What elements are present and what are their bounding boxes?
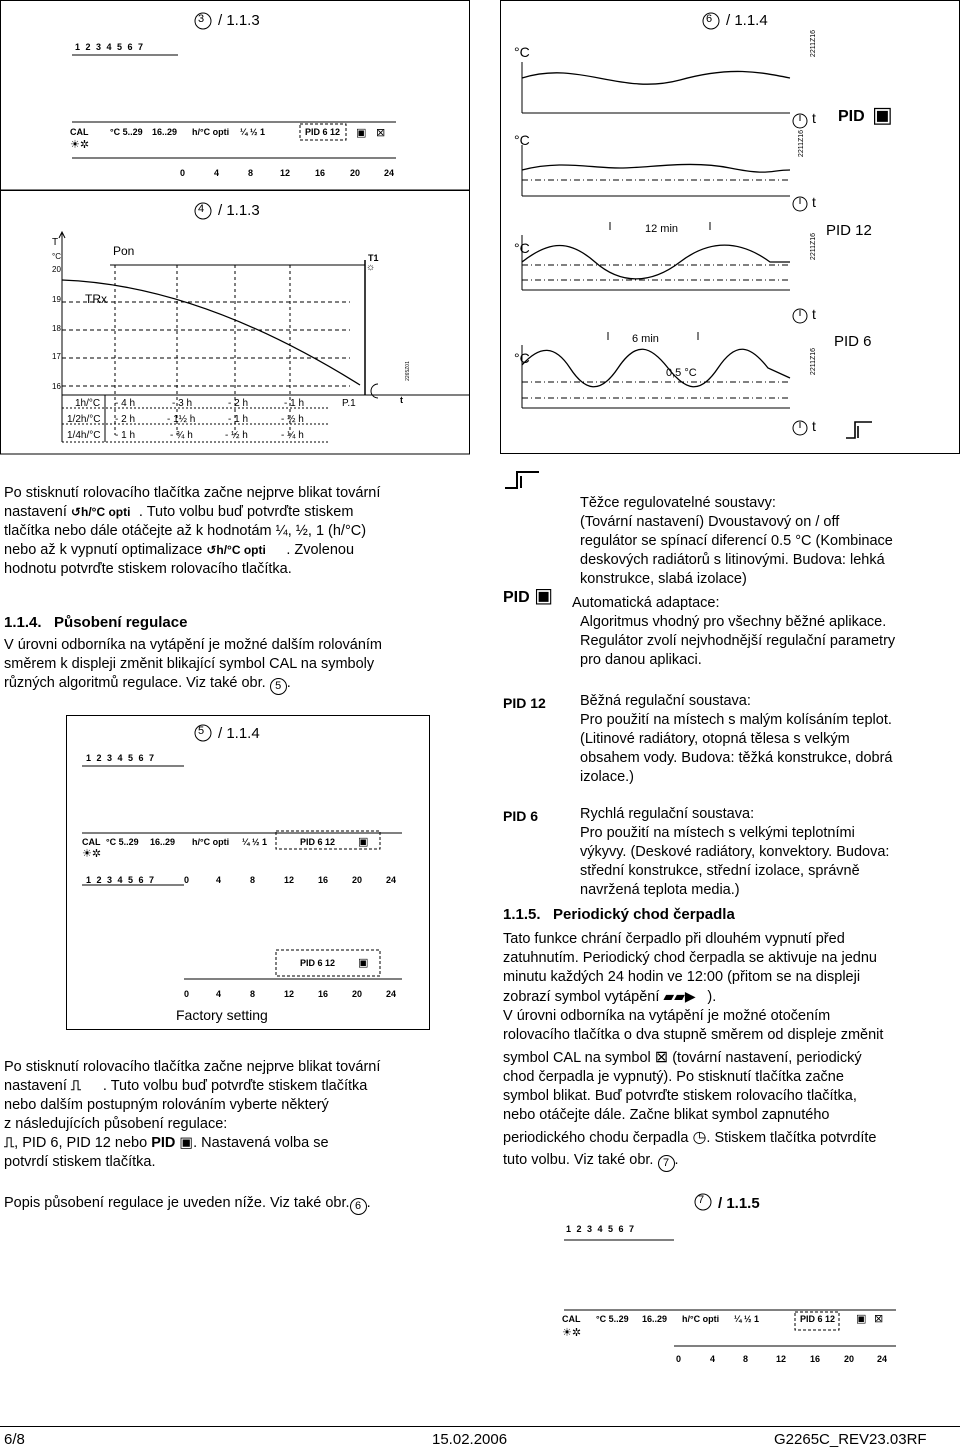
text-line-with-icon (503, 1048, 958, 1068)
figure-6-ref: / 1.1.4 (726, 12, 768, 29)
table-cell: - 1 h (284, 398, 305, 409)
period-6-label: 6 min (632, 333, 659, 345)
figure-3 (0, 0, 470, 190)
figure-7-number: 7 (698, 1194, 705, 1206)
text-line-with-ref: různých algoritmů regulace. Viz také obr. 5 . (4, 674, 444, 695)
panel-unit-label: °C (514, 132, 530, 148)
trx-label: TRx (85, 292, 107, 306)
text-line-with-icon (4, 541, 444, 560)
text-line-with-icon (4, 503, 444, 522)
text-line: V úrovni odborníka na vytápění je možné dalším rolováním (4, 637, 383, 653)
definition-pid-auto (572, 594, 952, 670)
panel-unit-label: °C (514, 44, 530, 60)
figure-6-code: 2211Z16 (810, 232, 818, 261)
table-cell: - ½ h (225, 430, 248, 441)
temp-tick: 18 (52, 324, 61, 333)
text-line-with-ref: Popis působení regulace je uveden níže. Viz také obr. 6 . (4, 1194, 444, 1215)
table-cell: - 1 h (115, 430, 136, 441)
text-line-with-icon (4, 1134, 444, 1153)
figure-5-pid: PID 6 12 (300, 837, 336, 847)
text-fragment: nastavení (4, 504, 67, 520)
text-line: výkyvy. (Deskové radiátory, konvektory. Budova: (580, 844, 890, 860)
figure-6 (500, 0, 960, 454)
panel-unit-label: °C (514, 350, 530, 366)
scale-tick: 4 (216, 989, 222, 999)
pid-word: PID (151, 1135, 176, 1151)
figure-ref: 6 (350, 1198, 367, 1215)
table-row (0, 398, 340, 412)
scale-tick: 12 (280, 168, 291, 178)
panel-unit-label: °C (514, 240, 530, 256)
figure-5-fractions: ¼ ½ 1 (242, 837, 268, 847)
temp-tick: 20 (52, 265, 61, 274)
table-cell: - 4 h (115, 398, 136, 409)
figure-6-code: 2211Z16 (798, 129, 806, 158)
text-line: Rychlá regulační soustava: (580, 806, 755, 822)
figure-5-sun-gear-icon: ☀✲ (82, 848, 102, 860)
figure-3-number: 3 (198, 13, 205, 25)
paragraph-see-figure-6 (4, 1194, 444, 1215)
definition-onoff (580, 494, 950, 589)
text-line-with-ref: tuto volbu. Viz také obr. 7 . (503, 1151, 958, 1172)
scale-tick: 24 (386, 875, 397, 885)
text-line: Těžce regulovatelné soustavy: (580, 495, 776, 511)
text-fragment: . Stiskem tlačítka potvrdíte (706, 1130, 877, 1146)
text-line: potvrdí stiskem tlačítka. (4, 1154, 156, 1170)
optimization-table (0, 396, 340, 444)
period-12-label: 12 min (645, 223, 679, 235)
scale-tick: 20 (844, 1354, 855, 1364)
figure-7-days: 1 2 3 4 5 6 7 (566, 1224, 635, 1234)
footer-rule (0, 1426, 960, 1427)
table-cell: - 2 h (115, 414, 136, 425)
text-line: symbol blikat. Buď potvrďte stiskem rolovacího tlačítka, (503, 1088, 857, 1104)
figure-7-pid: PID 6 12 (800, 1314, 836, 1324)
onoff-key-symbol (503, 468, 543, 490)
figure-3-temp: °C 5..29 (110, 127, 143, 137)
pid6-key: PID 6 (503, 808, 539, 824)
figure-5-cal: CAL (82, 837, 101, 847)
footer-page: 6/8 (4, 1431, 25, 1448)
differential-label: 0,5 °C (666, 367, 697, 379)
pid12-key: PID 12 (503, 695, 546, 711)
pid-auto-key (503, 583, 553, 608)
text-line: (Tovární nastavení) Dvoustavový on / off (580, 514, 840, 530)
scale-tick: 0 (184, 875, 190, 885)
text-fragment: , PID 6, PID 12 nebo (14, 1135, 148, 1151)
pump-off-icon: ⊠ (654, 1049, 669, 1066)
text-line: pro danou aplikaci. (580, 652, 702, 668)
heating-icon: ▰▰▶ (663, 988, 696, 1004)
text-line: konstrukce, slabá izolace) (580, 571, 747, 587)
text-line-with-icon (503, 1128, 958, 1148)
figure-5-book-icon: ▣ (358, 957, 369, 969)
figure-3-crossed-icon: ⊠ (376, 127, 386, 139)
table-cell: - 2 h (228, 398, 249, 409)
pid12-label: PID 12 (826, 222, 872, 239)
figure-6-code: 2211Z16 (810, 347, 818, 376)
scale-tick: 8 (248, 168, 254, 178)
figure-6-plots (500, 0, 960, 454)
section-number: 1.1.4. (4, 614, 42, 631)
footer-date: 15.02.2006 (432, 1431, 508, 1448)
figure-5-temp: °C 5..29 (106, 837, 139, 847)
figure-3-cal: CAL (70, 127, 89, 137)
scale-tick: 20 (350, 168, 361, 178)
text-fragment: tuto volbu. Viz také obr. (503, 1152, 654, 1168)
text-fragment: (tovární nastavení, periodický (672, 1050, 862, 1066)
figure-3-book-icon: ▣ (356, 127, 367, 139)
text-line: Po stisknutí rolovacího tlačítka začne nejprve blikat tovární (4, 485, 381, 501)
text-line: regulátor se spínací diferencí 0.5 °C (Kombinace (580, 533, 893, 549)
onoff-icon: ⎍ (4, 1135, 15, 1151)
text-line: nebo dalším postupným rolováním vyberte některý (4, 1097, 329, 1113)
scale-tick: 4 (216, 875, 222, 885)
pid-auto-key-label: PID (503, 589, 530, 606)
text-line: směrem k displeji změnit blikající symbol CAL na symboly (4, 656, 375, 672)
text-fragment: periodického chodu čerpadla (503, 1130, 689, 1146)
text-fragment: . Tuto volbu buď potvrďte stiskem (138, 504, 354, 520)
figure-5-opti: h/°C opti (192, 837, 230, 847)
t-axis-label: t (400, 395, 403, 405)
paragraph-pump-exercise (503, 930, 958, 1172)
figure-7-sun-gear-icon: ☀✲ (562, 1327, 582, 1339)
figure-3-opti: h/°C opti (192, 127, 230, 137)
text-fragment: Popis působení regulace je uveden níže. Viz také obr. (4, 1195, 350, 1211)
figure-7 (556, 1186, 920, 1372)
scale-tick: 16 (318, 875, 329, 885)
figure-3-fractions: ¼ ½ 1 (240, 127, 266, 137)
text-line: V úrovni odborníka na vytápění je možné otočením (503, 1008, 831, 1024)
text-fragment: . Tuto volbu buď potvrďte stiskem tlačítka (102, 1078, 368, 1094)
scale-tick: 0 (184, 989, 190, 999)
figure-5-number: 5 (198, 725, 205, 737)
text-fragment: ). (707, 989, 717, 1005)
onoff-key-icon (503, 468, 543, 495)
panel-t-label: t (812, 110, 816, 126)
text-line-with-icon (4, 1077, 444, 1096)
figure-4 (0, 190, 470, 454)
section-title: Působení regulace (54, 614, 188, 631)
figure-7-fractions: ¼ ½ 1 (734, 1314, 760, 1324)
text-line: tlačítka nebo dále otáčejte až k hodnotám ¼, ½, 1 (h/°C) (4, 523, 367, 539)
text-fragment: nebo až k vypnutí optimalizace (4, 542, 203, 558)
figure-3-sun-gear-icon: ☀✲ (70, 139, 90, 151)
figure-6-number: 6 (706, 13, 713, 25)
figure-5-days: 1 2 3 4 5 6 7 (86, 875, 155, 885)
pid-auto-icon: PID ▣ (151, 1135, 194, 1151)
text-line: obsahem vody. Budova: těžká konstrukce, dobrá (580, 750, 893, 766)
table-cell: - 1 h (228, 414, 249, 425)
scale-tick: 24 (877, 1354, 888, 1364)
p-on-label: Pon (113, 244, 135, 258)
figure-3-range: 16..29 (152, 127, 178, 137)
text-line: zatuhnutím. Periodický chod čerpadla se aktivuje na jednu (503, 950, 877, 966)
figure-5 (66, 715, 430, 1030)
optimization-icon-text: h/°C opti (216, 543, 266, 557)
text-line: izolace.) (580, 769, 634, 785)
text-line: Tato funkce chrání čerpadlo při dlouhém vypnutí před (503, 931, 845, 947)
figure-3-days: 1 2 3 4 5 6 7 (75, 42, 144, 52)
figure-5-range: 16..29 (150, 837, 176, 847)
text-line: hodnotu potvrďte stiskem rolovacího tlačítka. (4, 561, 292, 577)
axis-T-label: T (52, 237, 59, 248)
optimization-off-icon: ↺h/°C opti (206, 543, 266, 557)
paragraph-factory-setting (4, 484, 444, 579)
text-fragment: různých algoritmů regulace. Viz také obr. (4, 675, 266, 691)
table-row-label: 1/4h/°C (67, 430, 101, 441)
figure-7-cal: CAL (562, 1314, 581, 1324)
text-fragment: . Zvolenou (286, 542, 355, 558)
figure-5-pid-bottom: PID 6 12 (300, 958, 336, 968)
book-icon: ▣ (534, 585, 554, 607)
text-line: minutu každých 24 hodin ve 12:00 (přitom se na displeji (503, 969, 861, 985)
text-line: Pro použití na místech s malým kolísáním teplot. (580, 712, 892, 728)
text-line: Běžná regulační soustava: (580, 693, 751, 709)
text-line: z následujících působení regulace: (4, 1116, 228, 1132)
axis-unit-label: °C (52, 252, 61, 261)
scale-tick: 0 (180, 168, 186, 178)
figure-4-number: 4 (198, 203, 205, 215)
temp-tick: 19 (52, 295, 61, 304)
text-line-with-icon (503, 987, 958, 1007)
figure-7-frame (556, 1186, 920, 1372)
scale-tick: 20 (352, 875, 363, 885)
panel-t-label: t (812, 306, 816, 322)
text-line: Automatická adaptace: (572, 595, 720, 611)
text-line: rolovacího tlačítka o dva stupně směrem od displeje změnit (503, 1027, 884, 1043)
text-line: (Litinové radiátory, otopná tělesa s velkým (580, 731, 850, 747)
definition-pid6 (580, 805, 950, 900)
panel-t-label: t (812, 418, 816, 434)
table-cell: - ½ h (281, 414, 304, 425)
table-cell: - 1½ h (167, 414, 196, 425)
figure-7-range: 16..29 (642, 1314, 668, 1324)
text-line: navržená teplota media.) (580, 882, 740, 898)
scale-tick: 24 (384, 168, 395, 178)
scale-tick: 4 (214, 168, 220, 178)
text-line: střední konstrukce, střední izolace, správně (580, 863, 860, 879)
scale-tick: 8 (250, 875, 256, 885)
table-row (0, 414, 340, 428)
figure-4-ref: / 1.1.3 (218, 202, 260, 219)
table-row-label: 1h/°C (75, 398, 101, 409)
text-fragment: . Nastavená volba se (193, 1135, 329, 1151)
text-line: chod čerpadla je vypnutý). Po stisknutí tlačítka začne (503, 1069, 844, 1085)
scale-tick: 4 (710, 1354, 716, 1364)
figure-7-crossed-icon: ⊠ (874, 1313, 884, 1325)
onoff-icon: ⎍ (70, 1078, 82, 1094)
scale-tick: 16 (318, 989, 329, 999)
text-line: Algoritmus vhodný pro všechny běžné aplikace. (580, 614, 887, 630)
section-1-1-5-heading (503, 906, 735, 923)
figure-5-caption: Factory setting (176, 1007, 268, 1023)
figure-4-code: 2265Z01 (404, 361, 411, 381)
scale-tick: 20 (352, 989, 363, 999)
scale-tick: 12 (284, 989, 295, 999)
p1-label: P.1 (342, 398, 356, 409)
scale-tick: 8 (743, 1354, 749, 1364)
figure-ref: 7 (658, 1155, 675, 1172)
scale-tick: 12 (284, 875, 295, 885)
scale-tick: 24 (386, 989, 397, 999)
table-row-label: 1/2h/°C (67, 414, 101, 425)
text-line: nebo otáčejte dále. Začne blikat symbol zapnutého (503, 1107, 830, 1123)
footer-doc: G2265C_REV23.03RF (774, 1431, 927, 1448)
text-fragment: nastavení (4, 1078, 67, 1094)
text-line: deskových radiátorů s litinovými. Budova: lehká (580, 552, 885, 568)
figure-7-temp: °C 5..29 (596, 1314, 629, 1324)
panel-t-label: t (812, 194, 816, 210)
section-1-1-4-heading (4, 614, 187, 631)
optimization-icon-text: h/°C opti (80, 505, 131, 519)
figure-3-pid: PID 6 12 (305, 127, 341, 137)
scale-tick: 16 (315, 168, 326, 178)
figure-ref: 5 (270, 678, 287, 695)
text-fragment: zobrazí symbol vytápění (503, 989, 660, 1005)
text-line: Pro použití na místech s velkými teplotními (580, 825, 855, 841)
pid-auto-label: PID (838, 108, 865, 125)
table-row (0, 430, 340, 444)
section-title: Periodický chod čerpadla (553, 906, 735, 923)
table-cell: - 3 h (172, 398, 193, 409)
figure-6-code: 2211Z16 (810, 29, 818, 58)
section-number: 1.1.5. (503, 906, 541, 923)
table-cell: - ¾ h (170, 430, 193, 441)
scale-tick: 8 (250, 989, 256, 999)
figure-5-book-icon: ▣ (358, 836, 369, 848)
temp-tick: 16 (52, 382, 61, 391)
scale-tick: 0 (676, 1354, 682, 1364)
figure-3-ref: / 1.1.3 (218, 12, 260, 29)
table-cell: - ¼ h (281, 430, 304, 441)
book-icon: ▣ (872, 102, 893, 127)
sun-icon: ☼ (366, 262, 376, 273)
pid6-label: PID 6 (834, 333, 872, 350)
text-line: Po stisknutí rolovacího tlačítka začne nejprve blikat tovární (4, 1059, 381, 1075)
paragraph-algorithm-selection (4, 1058, 444, 1172)
scale-tick: 12 (776, 1354, 787, 1364)
temp-tick: 17 (52, 352, 61, 361)
figure-7-ref: / 1.1.5 (718, 1195, 760, 1212)
text-line: Regulátor zvolí nejvhodnější regulační parametry (580, 633, 896, 649)
figure-7-book-icon: ▣ (856, 1313, 867, 1325)
figure-5-ref: / 1.1.4 (218, 725, 260, 742)
pump-on-icon: ◷ (692, 1129, 707, 1146)
paragraph-control-action (4, 636, 444, 695)
optimization-icon: ↺h/°C opti (70, 505, 131, 519)
text-fragment: symbol CAL na symbol (503, 1050, 651, 1066)
t1-label: T1 (368, 253, 379, 263)
figure-7-opti: h/°C opti (682, 1314, 720, 1324)
figure-5-days: 1 2 3 4 5 6 7 (86, 753, 155, 763)
definition-pid12 (580, 692, 950, 787)
scale-tick: 16 (810, 1354, 821, 1364)
